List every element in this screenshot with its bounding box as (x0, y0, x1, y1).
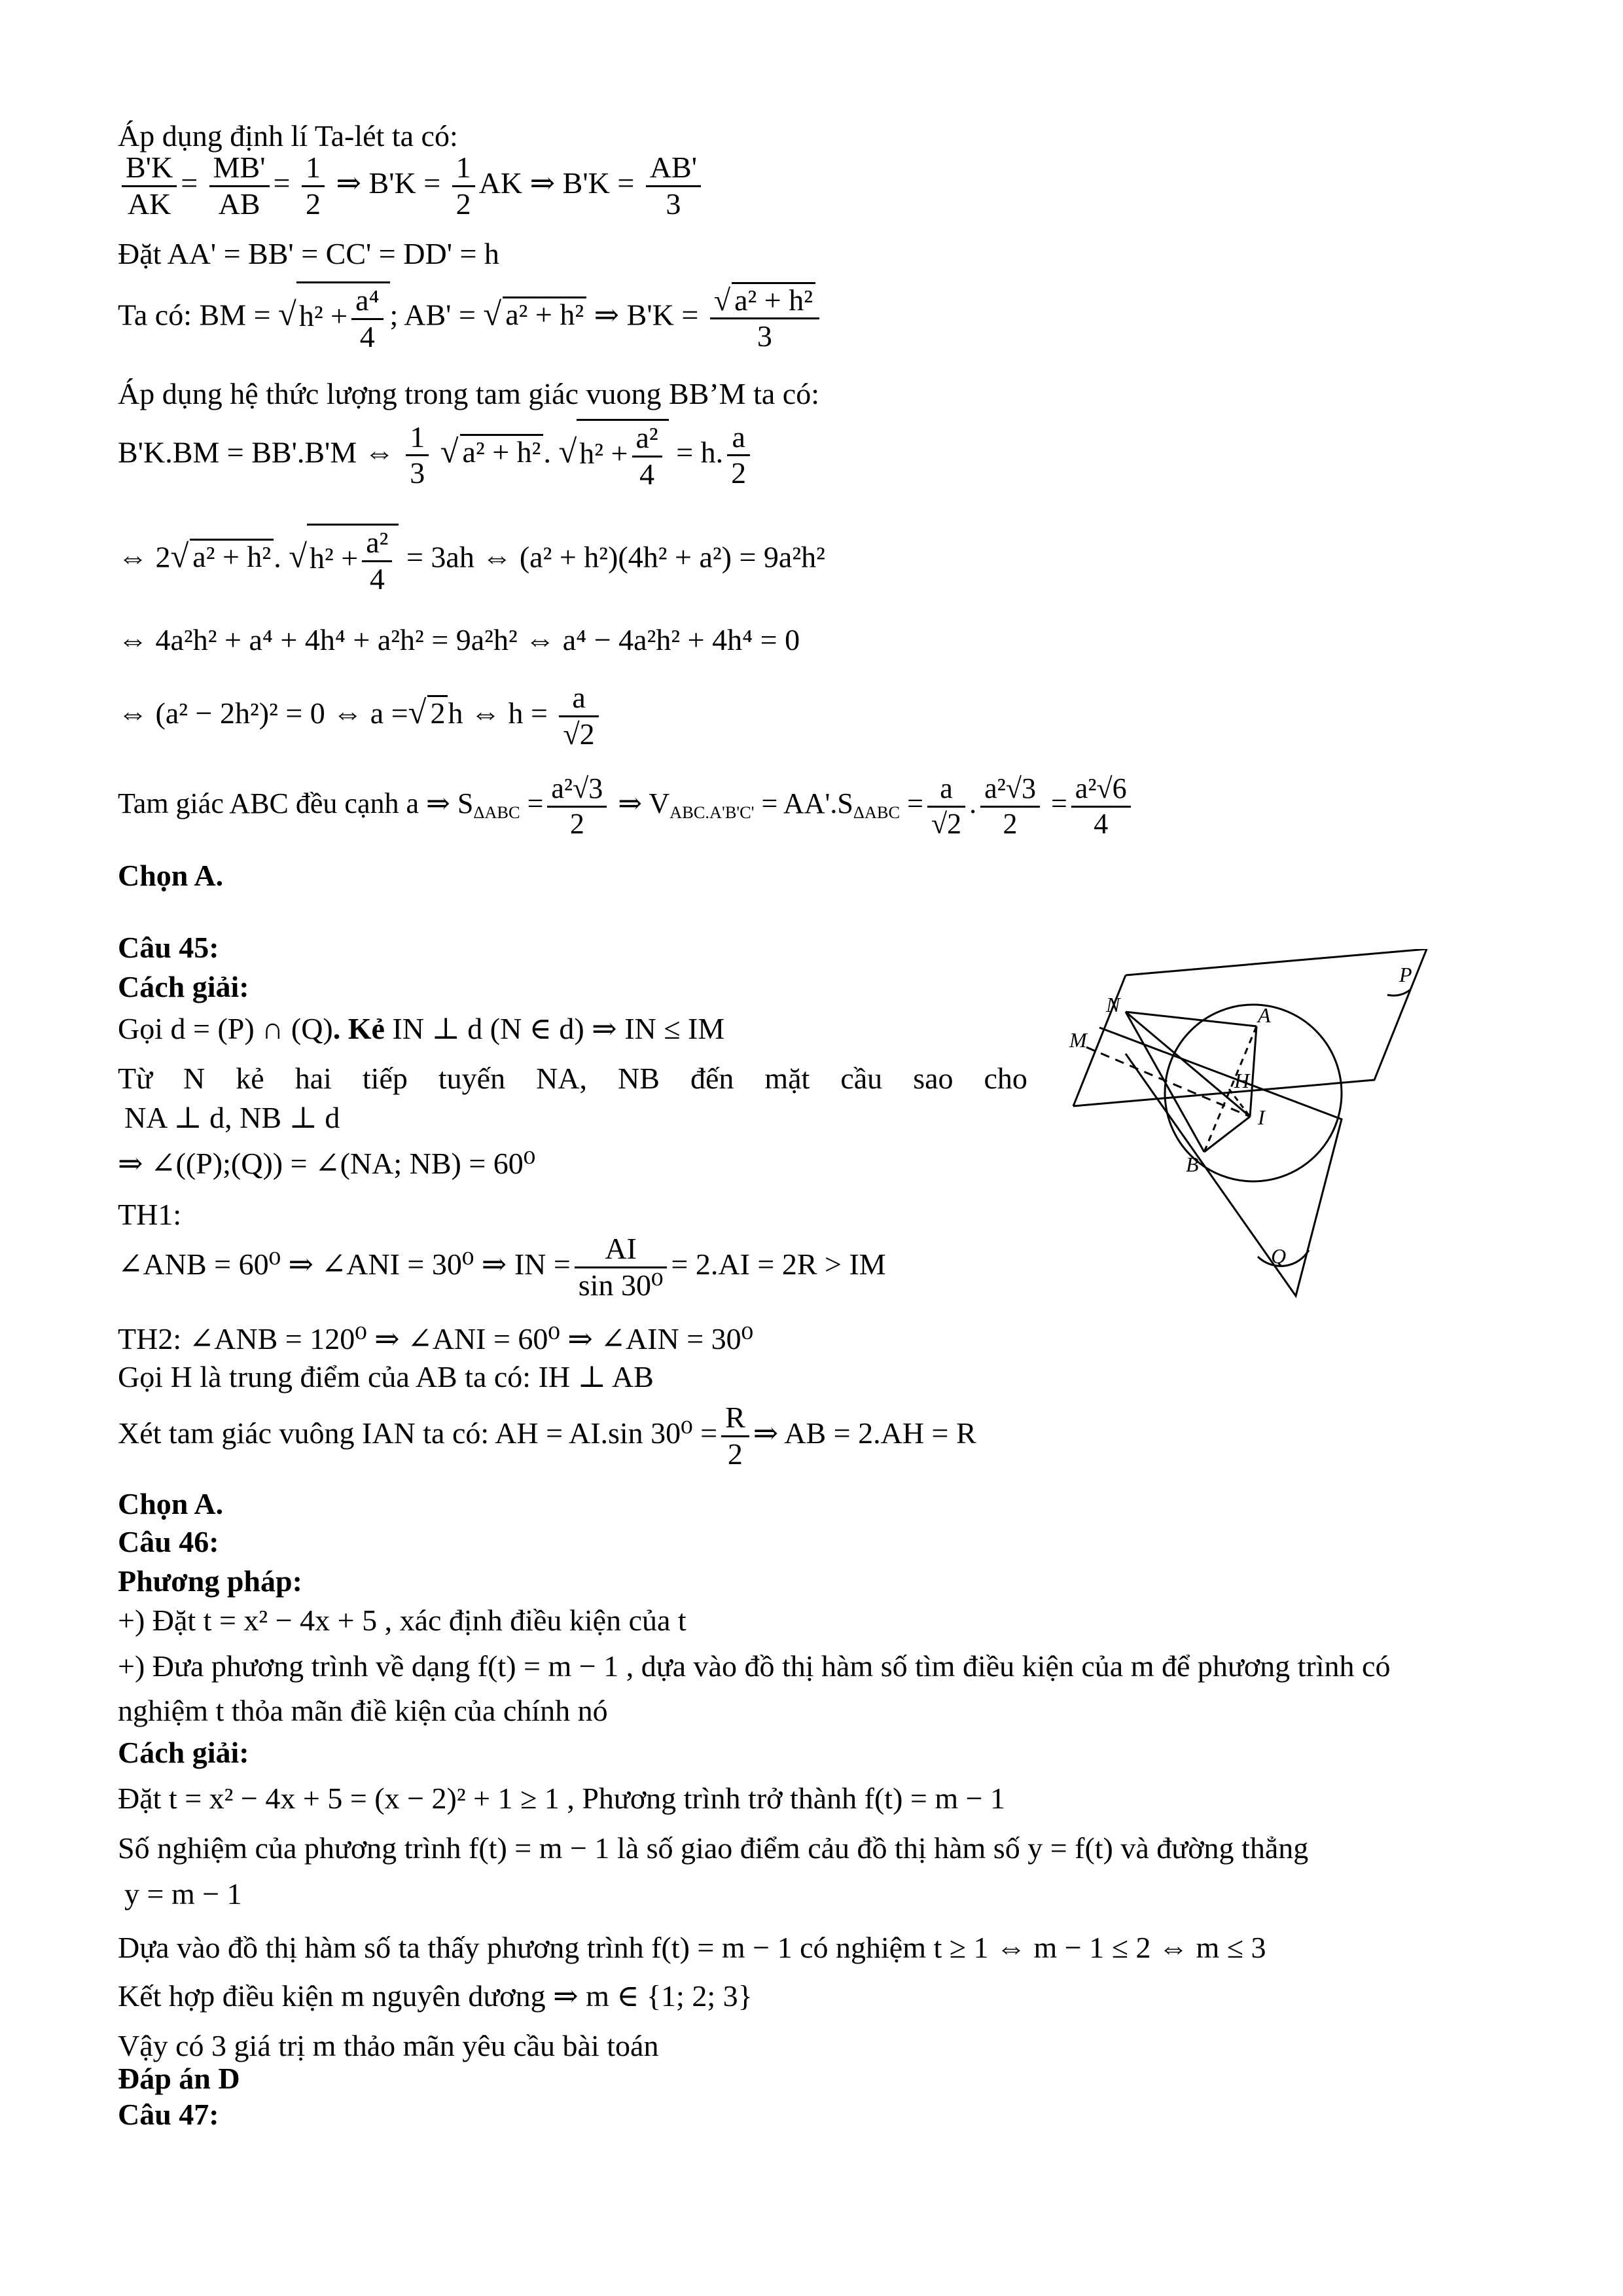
fraction: $\frac{1}{2}$ (452, 151, 475, 222)
fraction: $\frac{\text{a²}}{4}$ (362, 526, 392, 597)
fraction: $\frac{1}{2}$ (302, 151, 325, 222)
fraction: $\frac{\text{a²√3}}{2}$ (547, 772, 607, 840)
line-9: ⇔ (a² − 2h²)² = 0 ⇔ a =√ 2h ⇔ h = $\frac{a}{√2}$ (118, 681, 603, 752)
line-31: Số nghiệm của phương trình f(t) = m − 1 là số giao điểm cảu đồ thị hàm số y = f(t) và đường thẳng (118, 1831, 1309, 1865)
line-20: TH2: ∠ANB = 120⁰ ⇒ ∠ANI = 60⁰ ⇒ ∠AIN = 30⁰ (118, 1322, 754, 1355)
label-q: Q (1271, 1244, 1287, 1268)
geometry-figure (1047, 949, 1518, 1316)
sqrt-icon: √ (558, 433, 577, 470)
chon-a-1: Chọn A. (118, 859, 224, 892)
label-m: M (1069, 1028, 1087, 1052)
cau-47-heading: Câu 47: (118, 2098, 219, 2131)
label-a: A (1258, 1003, 1271, 1027)
fraction: $\frac{\text{a⁴}}{4}$ (351, 283, 383, 355)
cach-giai-2: Cách giải: (118, 1736, 249, 1769)
line-2-talet-ratio: $\frac{B'K}{AK}$ = $\frac{MB'}{AB}$ = $\frac{1}{2}$ ⇒ B'K = $\frac{1}{2}$ AK ⇒ B'K = $\frac{AB'}{3}$ (118, 151, 705, 222)
line-35: Vậy có 3 giá trị m thảo mãn yêu cầu bài toán (118, 2029, 659, 2062)
sqrt-icon: √ (483, 295, 502, 332)
line-15: Từ N kẻ hai tiếp tuyến NA, NB đến mặt cầu sao cho (118, 1062, 1027, 1095)
line-3: Đặt AA' = BB' = CC' = DD' = h (118, 237, 499, 270)
line-6: B'K.BM = BB'.B'M ⇔ $\frac{1}{3}$ √ a² + h². √h² + $\frac{\text{a²}}{4}$ = h. $\frac{a}{2}$ (118, 419, 754, 492)
line-27: +) Đưa phương trình về dạng f(t) = m − 1 , dựa vào đồ thị hàm số tìm điều kiện của m để phương trình có (118, 1649, 1391, 1683)
chon-a-2: Chọn A. (118, 1487, 224, 1520)
fraction: $\frac{MB'}{AB}$ (209, 151, 270, 222)
line-8: ⇔ 4a²h² + a⁴ + 4h⁴ + a²h² = 9a²h² ⇔ a⁴ − 4a²h² + 4h⁴ = 0 (118, 623, 800, 656)
sqrt-icon: √ (440, 433, 459, 470)
line-14: Gọi d = (P) ∩ (Q). Kẻ IN ⊥ d (N ∈ d) ⇒ IN ≤ IM (118, 1012, 725, 1045)
segment-nb (1126, 1012, 1204, 1152)
segment-mi (1086, 1047, 1250, 1117)
sqrt-icon: √ (289, 537, 308, 575)
plane-p (1073, 949, 1427, 1106)
sqrt-icon: √ (278, 295, 296, 332)
label-p: P (1399, 963, 1412, 986)
segment-bi (1204, 1117, 1250, 1152)
line-21: Gọi H là trung điểm của AB ta có: IH ⊥ AB (118, 1360, 654, 1393)
line-22: Xét tam giác vuông IAN ta có: AH = AI.sin 30⁰ = $\frac{R}{2}$ ⇒ AB = 2.AH = R (118, 1401, 976, 1471)
line-17: ⇒ ∠((P);(Q)) = ∠(NA; NB) = 60⁰ (118, 1147, 536, 1180)
fraction: $\frac{R}{2}$ (721, 1401, 749, 1472)
sqrt-icon: √ (408, 693, 427, 730)
fraction: $\frac{\text{√ a² + h²}}{3}$ (710, 282, 819, 355)
fraction: $\frac{AB'}{3}$ (646, 151, 701, 222)
line-10: Tam giác ABC đều cạnh a ⇒ $S_{\Delta ABC}$ = $\frac{\text{a²√3}}{2}$ ⇒ $V_{ABC.A'B'C'} = AA'.S_{\Delta ABC}$ = $\frac{a}{√2}$ . $\frac{\text{a²√3}}{2}$ = $\frac{\text{a²√6}}{4}$ (118, 772, 1135, 840)
line-18: TH1: (118, 1198, 182, 1231)
fraction: $\frac{a}{√2}$ (927, 772, 965, 840)
line-5: Áp dụng hệ thức lượng trong tam giác vuong BB’M ta có: (118, 377, 819, 410)
label-i: I (1258, 1105, 1265, 1129)
fraction: $\frac{a}{2}$ (727, 420, 750, 492)
line-33: Dựa vào đồ thị hàm số ta thấy phương trình f(t) = m − 1 có nghiệm t ≥ 1 ⇔ m − 1 ≤ 2 ⇔ m ≤ 3 (118, 1931, 1266, 1964)
segment-na (1126, 1012, 1257, 1026)
cau-45-heading: Câu 45: (118, 931, 219, 964)
fraction: $\frac{a}{√2}$ (559, 681, 598, 752)
line-34: Kết hợp điều kiện m nguyên dương ⇒ m ∈ {1; 2; 3} (118, 1979, 753, 2013)
fraction: $\frac{\text{a²√6}}{4}$ (1071, 772, 1131, 840)
fraction: $\frac{1}{3}$ (406, 420, 429, 492)
phuong-phap: Phương pháp: (118, 1564, 302, 1598)
line-1: Áp dụng định lí Ta-lét ta có: (118, 119, 458, 152)
line-26: +) Đặt t = x² − 4x + 5 , xác định điều kiện của t (118, 1604, 687, 1637)
line-16: NA ⊥ d, NB ⊥ d (124, 1101, 340, 1134)
cach-giai-1: Cách giải: (118, 970, 249, 1003)
dap-an-d: Đáp án D (118, 2062, 240, 2095)
line-32: y = m − 1 (124, 1877, 242, 1910)
line-4: Ta có: BM = √h² + $\frac{\text{a⁴}}{4}$ ; AB' = √ a² + h² ⇒ B'K = $\frac{\text{√ a² + h²}}{3}$ (118, 281, 823, 355)
fraction: $\frac{AI}{\text{sin 30⁰}}$ (575, 1232, 668, 1303)
cau-46-heading: Câu 46: (118, 1525, 219, 1558)
fraction: $\frac{B'K}{AK}$ (122, 151, 177, 222)
fraction: $\frac{\text{a²√3}}{2}$ (980, 772, 1040, 840)
line-19: ∠ANB = 60⁰ ⇒ ∠ANI = 30⁰ ⇒ IN = $\frac{AI}{\text{sin 30⁰}}$ = 2.AI = 2R > IM (118, 1232, 886, 1302)
line-7: ⇔ 2√ a² + h². √h² + $\frac{\text{a²}}{4}$ = 3ah ⇔ (a² + h²)(4h² + a²) = 9a²h² (118, 524, 825, 597)
angle-p-mark (1387, 990, 1410, 996)
label-n: N (1106, 993, 1120, 1016)
label-b: B (1186, 1153, 1199, 1176)
line-30: Đặt t = x² − 4x + 5 = (x − 2)² + 1 ≥ 1 , Phương trình trở thành f(t) = m − 1 (118, 1782, 1006, 1815)
fraction: $\frac{\text{a²}}{4}$ (632, 421, 662, 492)
sqrt-icon: √ (170, 537, 189, 575)
line-28: nghiệm t thỏa mãn điề kiện của chính nó (118, 1694, 608, 1727)
label-h: H (1234, 1069, 1250, 1092)
